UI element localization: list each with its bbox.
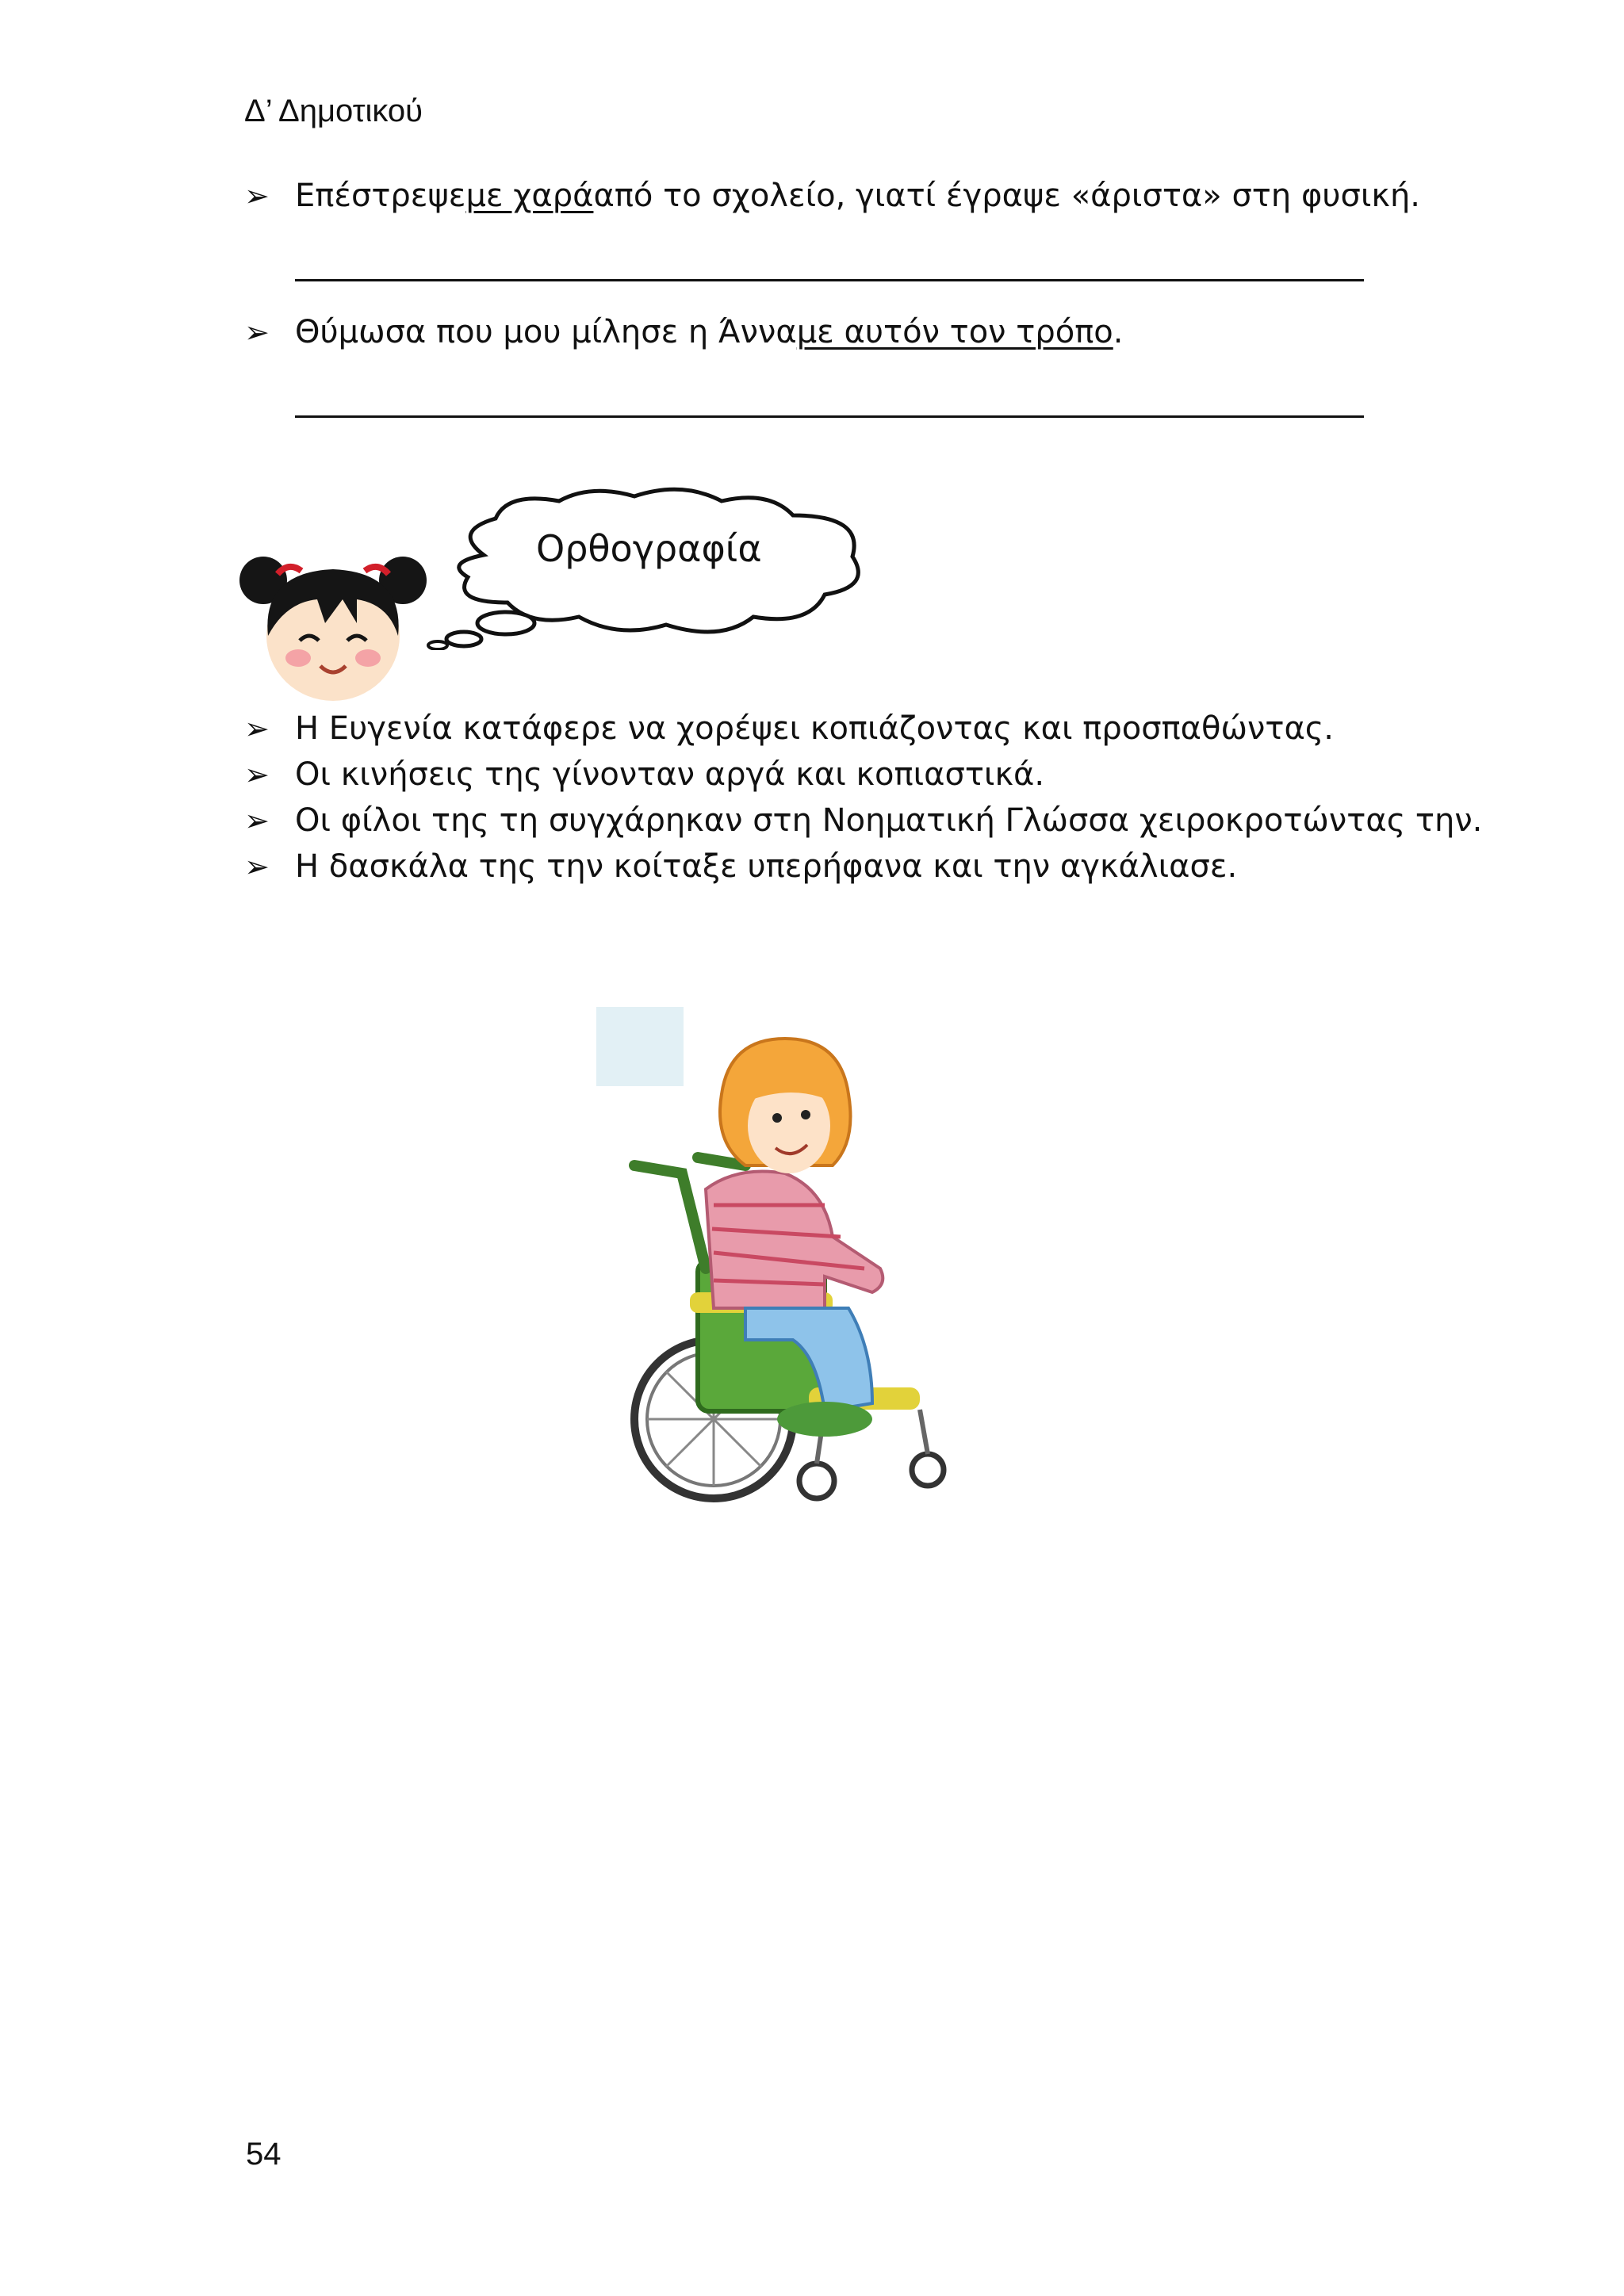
arrowhead-bullet-icon: ➢: [244, 178, 270, 213]
arrowhead-bullet-icon: ➢: [244, 757, 270, 792]
exercise-item-2: [244, 314, 1123, 350]
sentence-text: Οι κινήσεις της γίνονταν αργά και κοπιαστικά.: [295, 756, 1045, 793]
arrowhead-bullet-icon: ➢: [244, 711, 270, 746]
exercise-underlined-phrase: με αυτόν τον τρόπο: [796, 314, 1113, 350]
spelling-sentence-2: [244, 756, 1044, 793]
section-title: Ορθογραφία: [536, 527, 762, 570]
page-number: 54: [246, 2137, 282, 2172]
arrowhead-bullet-icon: ➢: [244, 803, 270, 838]
answer-line-2[interactable]: [295, 415, 1364, 418]
exercise-text-after: .: [1113, 314, 1124, 350]
exercise-item-1: [244, 178, 1420, 214]
sentence-text: Οι φίλοι της τη συγχάρηκαν στη Νοηματική Γλώσσα χειροκροτώντας την.: [295, 802, 1483, 839]
grade-header: Δ’ Δημοτικού: [244, 94, 423, 128]
spelling-sentence-3: [244, 802, 1482, 839]
exercise-underlined-phrase: με χαρά: [465, 178, 594, 214]
arrowhead-bullet-icon: ➢: [244, 315, 270, 350]
spelling-sentence-4: [244, 848, 1237, 885]
sentence-text: Η Ευγενία κατάφερε να χορέψει κοπιάζοντας και προσπαθώντας.: [295, 710, 1334, 747]
girl-face-illustration: [238, 547, 428, 706]
exercise-text-after: από το σχολείο, γιατί έγραψε «άριστα» στη φυσική.: [593, 178, 1421, 214]
exercise-text-before: Επέστρεψε: [295, 178, 466, 214]
spelling-sentence-1: [244, 710, 1334, 747]
exercise-text-before: Θύμωσα που μου μίλησε η Άννα: [295, 314, 797, 350]
answer-line-1[interactable]: [295, 279, 1364, 281]
sentence-text: Η δασκάλα της την κοίταξε υπερήφανα και την αγκάλιασε.: [295, 848, 1238, 885]
arrowhead-bullet-icon: ➢: [244, 849, 270, 884]
girl-in-wheelchair-illustration: [587, 1007, 967, 1514]
